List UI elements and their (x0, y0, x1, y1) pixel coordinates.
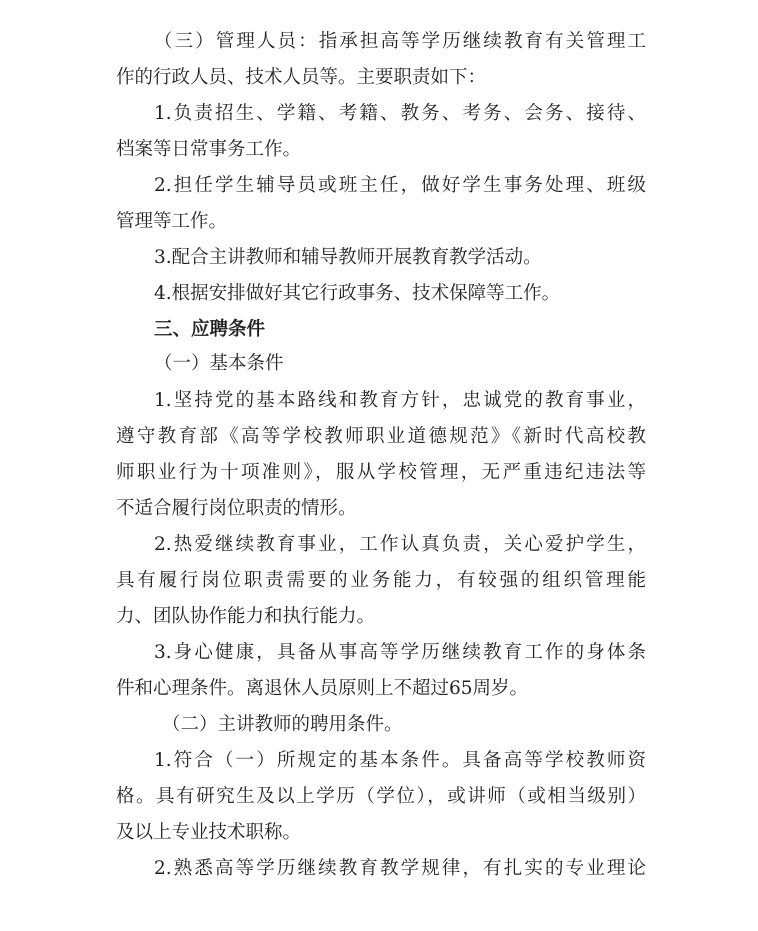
text-line: 作的行政人员、技术人员等。主要职责如下： (116, 67, 487, 88)
text-line: 力、团队协作能力和执行能力。 (116, 606, 376, 627)
text-line: 格。具有研究生及以上学历（学位），或讲师（或相当级别） (116, 786, 646, 807)
subsection-heading: （一）基本条件 (154, 353, 284, 374)
text-line: 具有履行岗位职责需要的业务能力，有较强的组织管理能 (116, 570, 646, 591)
text-line: 及以上专业技术职称。 (116, 822, 302, 843)
text-line: 2.熟悉高等学历继续教育教学规律，有扎实的专业理论 (154, 858, 646, 879)
text-line: 件和心理条件。离退休人员原则上不超过65周岁。 (116, 678, 529, 699)
text-line: 1.负责招生、学籍、考籍、教务、考务、会务、接待、 (154, 103, 646, 124)
text-line: 2.担任学生辅导员或班主任，做好学生事务处理、班级 (154, 175, 646, 196)
text-line: 3.配合主讲教师和辅导教师开展教育教学活动。 (154, 247, 542, 268)
text-line: 档案等日常事务工作。 (116, 139, 302, 160)
subsection-heading: （二）主讲教师的聘用条件。 (162, 714, 403, 735)
text-line: 师职业行为十项准则》，服从学校管理，无严重违纪违法等 (116, 462, 646, 483)
section-heading: 三、应聘条件 (154, 319, 266, 340)
text-line: （三）管理人员：指承担高等学历继续教育有关管理工 (154, 31, 646, 52)
text-line: 2.热爱继续教育事业，工作认真负责，关心爱护学生， (154, 534, 646, 555)
text-line: 管理等工作。 (116, 211, 228, 232)
text-line: 1.坚持党的基本路线和教育方针，忠诚党的教育事业， (154, 390, 646, 411)
text-line: 遵守教育部《高等学校教师职业道德规范》《新时代高校教 (116, 426, 646, 447)
text-line: 1.符合（一）所规定的基本条件。具备高等学校教师资 (154, 750, 646, 771)
text-line: 不适合履行岗位职责的情形。 (116, 498, 357, 519)
text-line: 3.身心健康，具备从事高等学历继续教育工作的身体条 (154, 642, 646, 663)
text-line: 4.根据安排做好其它行政事务、技术保障等工作。 (154, 283, 561, 304)
